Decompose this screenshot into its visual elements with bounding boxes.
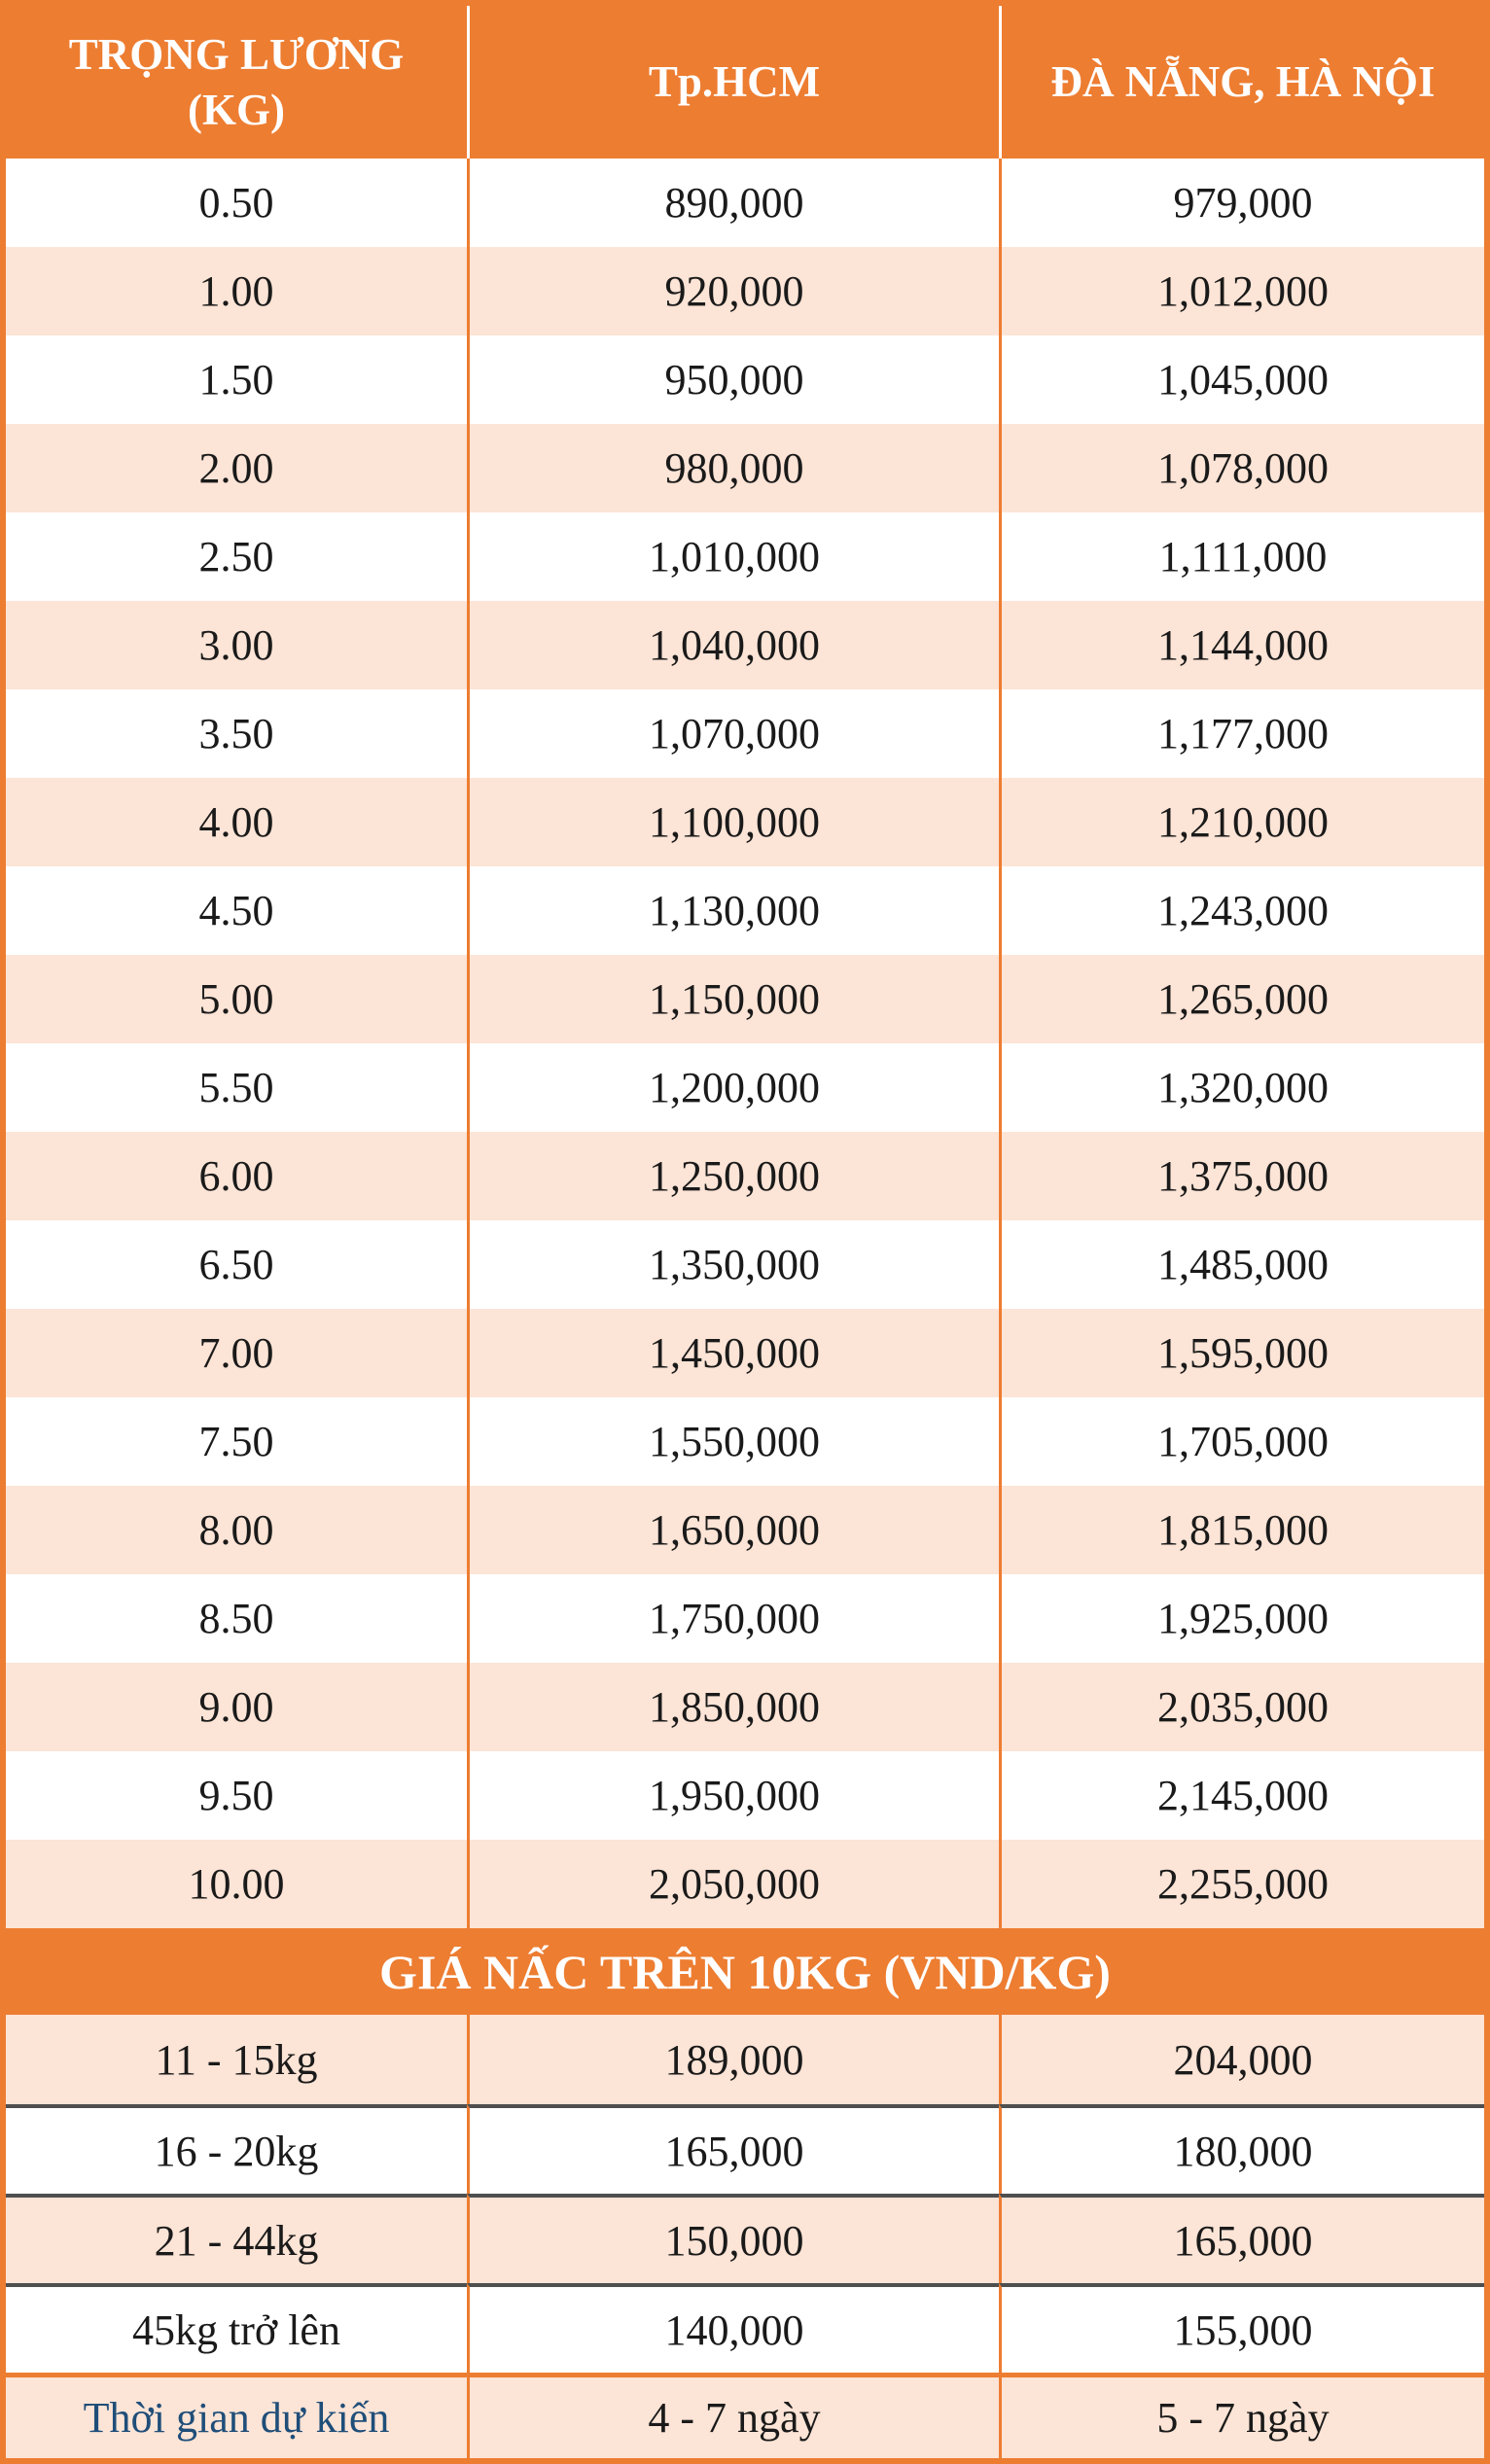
hcm-rate-cell: 189,000 — [467, 2015, 999, 2104]
weight-cell: 2.50 — [198, 533, 274, 581]
rate-row — [6, 955, 1484, 1043]
tier-row — [6, 2194, 1484, 2283]
danang-hanoi-price-cell: 1,111,000 — [999, 512, 1484, 601]
weight-cell: 10.00 — [6, 1840, 467, 1928]
hcm-price-cell: 1,350,000 — [467, 1220, 999, 1309]
hcm-price-cell: 1,950,000 — [467, 1751, 999, 1840]
hcm-price-cell: 1,150,000 — [467, 955, 999, 1043]
hcm-rate-cell: 165,000 — [467, 2104, 999, 2194]
danang-hanoi-price-cell: 979,000 — [999, 158, 1484, 247]
delivery-time-label: Thời gian dự kiến — [6, 2377, 467, 2458]
weight-range-cell: 45kg trở lên — [6, 2283, 467, 2373]
tier-rows-body — [6, 2015, 1484, 2373]
weight-range-cell: 21 - 44kg — [6, 2194, 467, 2283]
danang-hanoi-rate-cell: 204,000 — [999, 2015, 1484, 2104]
rate-row — [6, 601, 1484, 689]
hcm-rate-cell: 140,000 — [467, 2283, 999, 2373]
rate-row — [6, 512, 1484, 601]
weight-cell: 5.00 — [6, 955, 467, 1043]
tier-row — [6, 2104, 1484, 2194]
rate-row — [6, 778, 1484, 866]
tier-row — [6, 2015, 1484, 2104]
rate-row — [6, 1751, 1484, 1840]
danang-hanoi-price-cell: 1,815,000 — [999, 1486, 1484, 1574]
danang-hanoi-price-cell: 1,177,000 — [999, 689, 1484, 778]
rate-row — [6, 1309, 1484, 1397]
danang-hanoi-price-cell: 2,255,000 — [999, 1840, 1484, 1928]
hcm-price-cell: 950,000 — [467, 335, 999, 424]
danang-hanoi-price-cell: 1,320,000 — [999, 1043, 1484, 1132]
rate-row — [6, 1574, 1484, 1663]
rate-row — [6, 335, 1484, 424]
hcm-price-cell: 1,200,000 — [467, 1043, 999, 1132]
hcm-price-cell: 920,000 — [467, 247, 999, 335]
danang-hanoi-price-cell: 1,925,000 — [999, 1574, 1484, 1663]
rate-row — [6, 1840, 1484, 1928]
delivery-time-hcm: 4 - 7 ngày — [467, 2377, 999, 2458]
hcm-price-cell: 1,010,000 — [467, 512, 999, 601]
rate-row — [6, 1132, 1484, 1220]
weight-range-cell: 11 - 15kg — [6, 2015, 467, 2104]
hcm-price-cell: 1,130,000 — [467, 866, 999, 955]
rate-row — [6, 158, 1484, 247]
danang-hanoi-price-cell: 1,045,000 — [999, 335, 1484, 424]
tier-row — [6, 2283, 1484, 2373]
weight-cell: 1.00 — [6, 247, 467, 335]
delivery-time-danang: 5 - 7 ngày — [999, 2377, 1484, 2458]
over-10kg-section-header: GIÁ NẤC TRÊN 10KG (VND/KG) — [6, 1928, 1484, 2015]
hcm-price-cell: 1,100,000 — [467, 778, 999, 866]
header-hcm-column: Tp.HCM — [467, 6, 999, 158]
hcm-price-cell: 1,650,000 — [467, 1486, 999, 1574]
hcm-price-cell: 1,850,000 — [467, 1663, 999, 1751]
danang-hanoi-rate-cell: 180,000 — [999, 2104, 1484, 2194]
hcm-price-cell: 1,250,000 — [467, 1132, 999, 1220]
danang-hanoi-price-cell: 2,145,000 — [999, 1751, 1484, 1840]
header-danang-hanoi-column: ĐÀ NẴNG, HÀ NỘI — [999, 6, 1484, 158]
hcm-price-cell: 890,000 — [467, 158, 999, 247]
danang-hanoi-rate-cell: 155,000 — [999, 2283, 1484, 2373]
rate-row — [6, 1663, 1484, 1751]
danang-hanoi-price-cell: 1,265,000 — [999, 955, 1484, 1043]
danang-hanoi-price-cell: 1,243,000 — [999, 866, 1484, 955]
weight-cell: 3.00 — [6, 601, 467, 689]
weight-cell: 4.00 — [6, 778, 467, 866]
hcm-price-cell: 1,070,000 — [467, 689, 999, 778]
weight-cell: 1.50 — [198, 356, 274, 404]
header-weight-column: TRỌNG LƯƠNG (KG) — [6, 6, 467, 158]
danang-hanoi-price-cell: 1,485,000 — [999, 1220, 1484, 1309]
rate-row — [6, 247, 1484, 335]
delivery-time-row — [6, 2373, 1484, 2458]
weight-cell: 5.50 — [198, 1064, 274, 1111]
table-header-row — [6, 6, 1484, 158]
rate-row — [6, 689, 1484, 778]
weight-cell: 2.00 — [6, 424, 467, 512]
rate-row — [6, 1043, 1484, 1132]
weight-range-cell: 16 - 20kg — [6, 2104, 467, 2194]
danang-hanoi-price-cell: 1,078,000 — [999, 424, 1484, 512]
danang-hanoi-rate-cell: 165,000 — [999, 2194, 1484, 2283]
rate-row — [6, 424, 1484, 512]
danang-hanoi-price-cell: 1,595,000 — [999, 1309, 1484, 1397]
weight-cell: 8.50 — [198, 1595, 274, 1642]
rate-row — [6, 1486, 1484, 1574]
rate-row — [6, 1220, 1484, 1309]
danang-hanoi-price-cell: 2,035,000 — [999, 1663, 1484, 1751]
weight-cell: 9.00 — [6, 1663, 467, 1751]
danang-hanoi-price-cell: 1,012,000 — [999, 247, 1484, 335]
hcm-price-cell: 1,550,000 — [467, 1397, 999, 1486]
danang-hanoi-price-cell: 1,375,000 — [999, 1132, 1484, 1220]
hcm-price-cell: 1,450,000 — [467, 1309, 999, 1397]
rate-row — [6, 1397, 1484, 1486]
hcm-price-cell: 1,040,000 — [467, 601, 999, 689]
danang-hanoi-price-cell: 1,210,000 — [999, 778, 1484, 866]
danang-hanoi-price-cell: 1,144,000 — [999, 601, 1484, 689]
weight-cell: 0.50 — [198, 179, 274, 227]
weight-cell: 4.50 — [198, 887, 274, 934]
weight-cell: 6.50 — [198, 1241, 274, 1288]
weight-cell: 3.50 — [198, 710, 274, 757]
rate-row — [6, 866, 1484, 955]
hcm-price-cell: 980,000 — [467, 424, 999, 512]
hcm-price-cell: 2,050,000 — [467, 1840, 999, 1928]
weight-cell: 8.00 — [6, 1486, 467, 1574]
weight-cell: 7.00 — [6, 1309, 467, 1397]
hcm-rate-cell: 150,000 — [467, 2194, 999, 2283]
weight-cell: 7.50 — [198, 1418, 274, 1465]
rate-rows-body — [6, 158, 1484, 1928]
hcm-price-cell: 1,750,000 — [467, 1574, 999, 1663]
danang-hanoi-price-cell: 1,705,000 — [999, 1397, 1484, 1486]
weight-cell: 9.50 — [198, 1772, 274, 1819]
weight-cell: 6.00 — [6, 1132, 467, 1220]
